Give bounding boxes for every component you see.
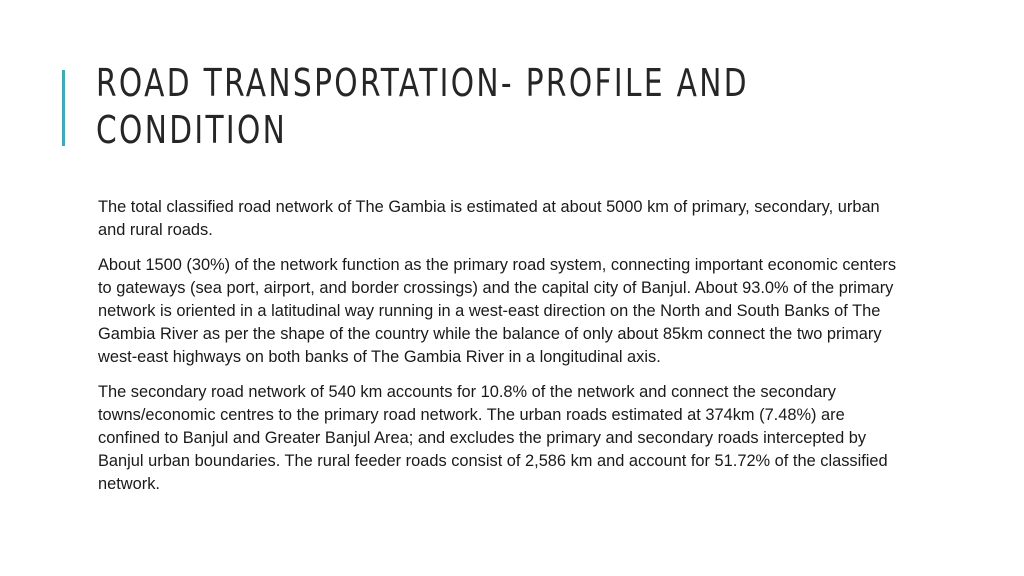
slide-title-line-1: ROAD TRANSPORTATION- PROFILE AND [96, 61, 749, 105]
paragraph-network-overview: The total classified road network of The Gambia is estimated at about 5000 km of primary, secondary, urban and rural roads. [98, 198, 880, 239]
slide-title [96, 60, 767, 154]
title-accent-bar [62, 70, 65, 146]
slide-body [98, 196, 906, 508]
paragraph-secondary-urban-rural: The secondary road network of 540 km accounts for 10.8% of the network and connect the secondary towns/economic centres to the primary road network. The urban roads estimated at 374km (7.48%) are confined to Banjul and Greater Banjul Area; and excludes the primary and secondary roads intercepted by Banjul urban boundaries. The rural feeder roads consist of 2,586 km and account for 51.72% of the classified network. [98, 383, 888, 493]
slide-title-line-2: CONDITION [96, 108, 288, 152]
paragraph-primary-roads: About 1500 (30%) of the network function as the primary road system, connecting important economic centers to gateways (sea port, airport, and border crossings) and the capital city of Banjul. About 93.0% of the primary network is oriented in a latitudinal way running in a west-east direction on the North and South Banks of The Gambia River as per the shape of the country while the balance of only about 85km connect the two primary west-east highways on both banks of The Gambia River in a longitudinal axis. [98, 256, 897, 366]
